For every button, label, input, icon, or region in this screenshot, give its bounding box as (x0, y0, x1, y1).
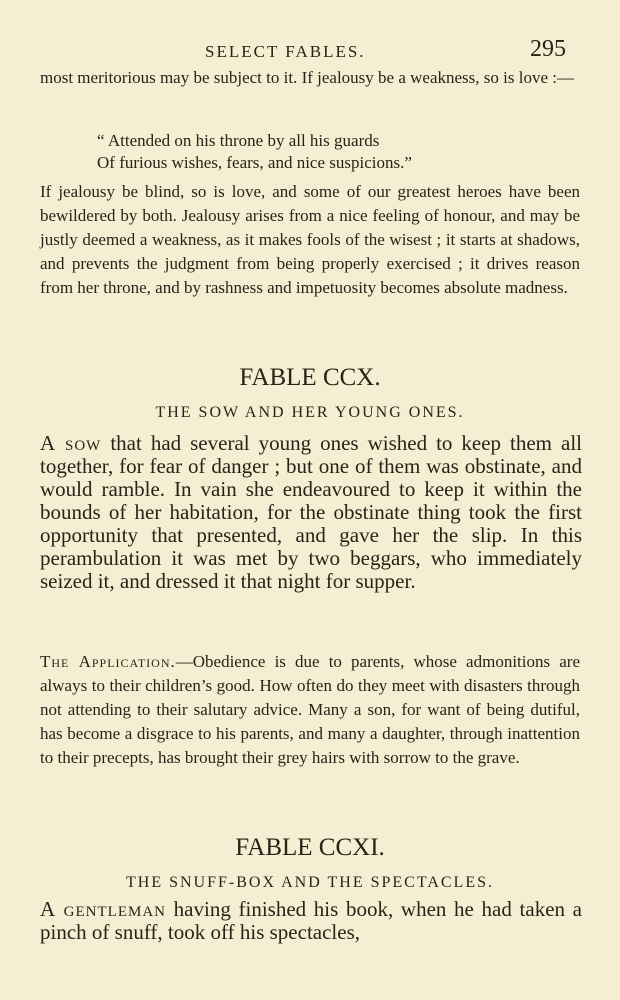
fable-210-opening-words: A sow (40, 431, 102, 455)
application-text: —Obedience is due to parents, whose admonitions are always to their children’s good. How often do they meet with disasters through not attending to their salutary advice. Many a son, for want of being dutiful, has become a disgrace to his parents, and many a daughter, through inattention to their precepts, has brought their grey hairs with sorrow to the grave. (40, 652, 580, 767)
intro-paragraph-end: If jealousy be blind, so is love, and some of our greatest heroes have been bewildered by both. Jealousy arises from a nice feeling of honour, and may be justly deemed a weakness, as it makes fools of the wisest ; it starts at shadows, and prevents the judgment from being properly exercised ; it drives reason from her throne, and by rashness and impetuosity becomes absolute madness. (40, 182, 580, 297)
running-title: SELECT FABLES. (205, 42, 366, 61)
page-number: 295 (530, 36, 566, 62)
fable-210-title: FABLE CCX. (239, 364, 381, 391)
page-header (0, 36, 620, 70)
intro-paragraph-start: most meritorious may be subject to it. If jealousy be a weakness, so is love :— (40, 68, 574, 87)
fable-211-title: FABLE CCXI. (235, 834, 385, 861)
fable-210-body (40, 432, 582, 593)
fable-210-text: that had several young ones wished to keep them all together, for fear of danger ; but one of them was obstinate, and would ramble. In vain she endeavoured to keep it within the bounds of her habitation, for the obstinate thing took the first opportunity that presented, and gave her the slip. In this perambulation it was met by two beggars, who immediately seized it, and dressed it that night for supper. (40, 431, 583, 593)
fable-210-application (40, 650, 580, 770)
fable-210-subtitle: THE SOW AND HER YOUNG ONES. (155, 404, 465, 421)
fable-211-body (40, 898, 582, 944)
verse-line-2: Of furious wishes, fears, and nice suspicions.” (97, 153, 412, 172)
fable-211-text: having finished his book, when he had taken a pinch of snuff, took off his spectacles, (40, 897, 582, 944)
fable-211-opening-words: A gentleman (40, 897, 166, 921)
quoted-verse (97, 130, 577, 174)
verse-line-1: “ Attended on his throne by all his guards (97, 131, 380, 150)
fable-211-subtitle: THE SNUFF-BOX AND THE SPECTACLES. (125, 874, 494, 891)
application-label: The Application. (40, 652, 176, 671)
